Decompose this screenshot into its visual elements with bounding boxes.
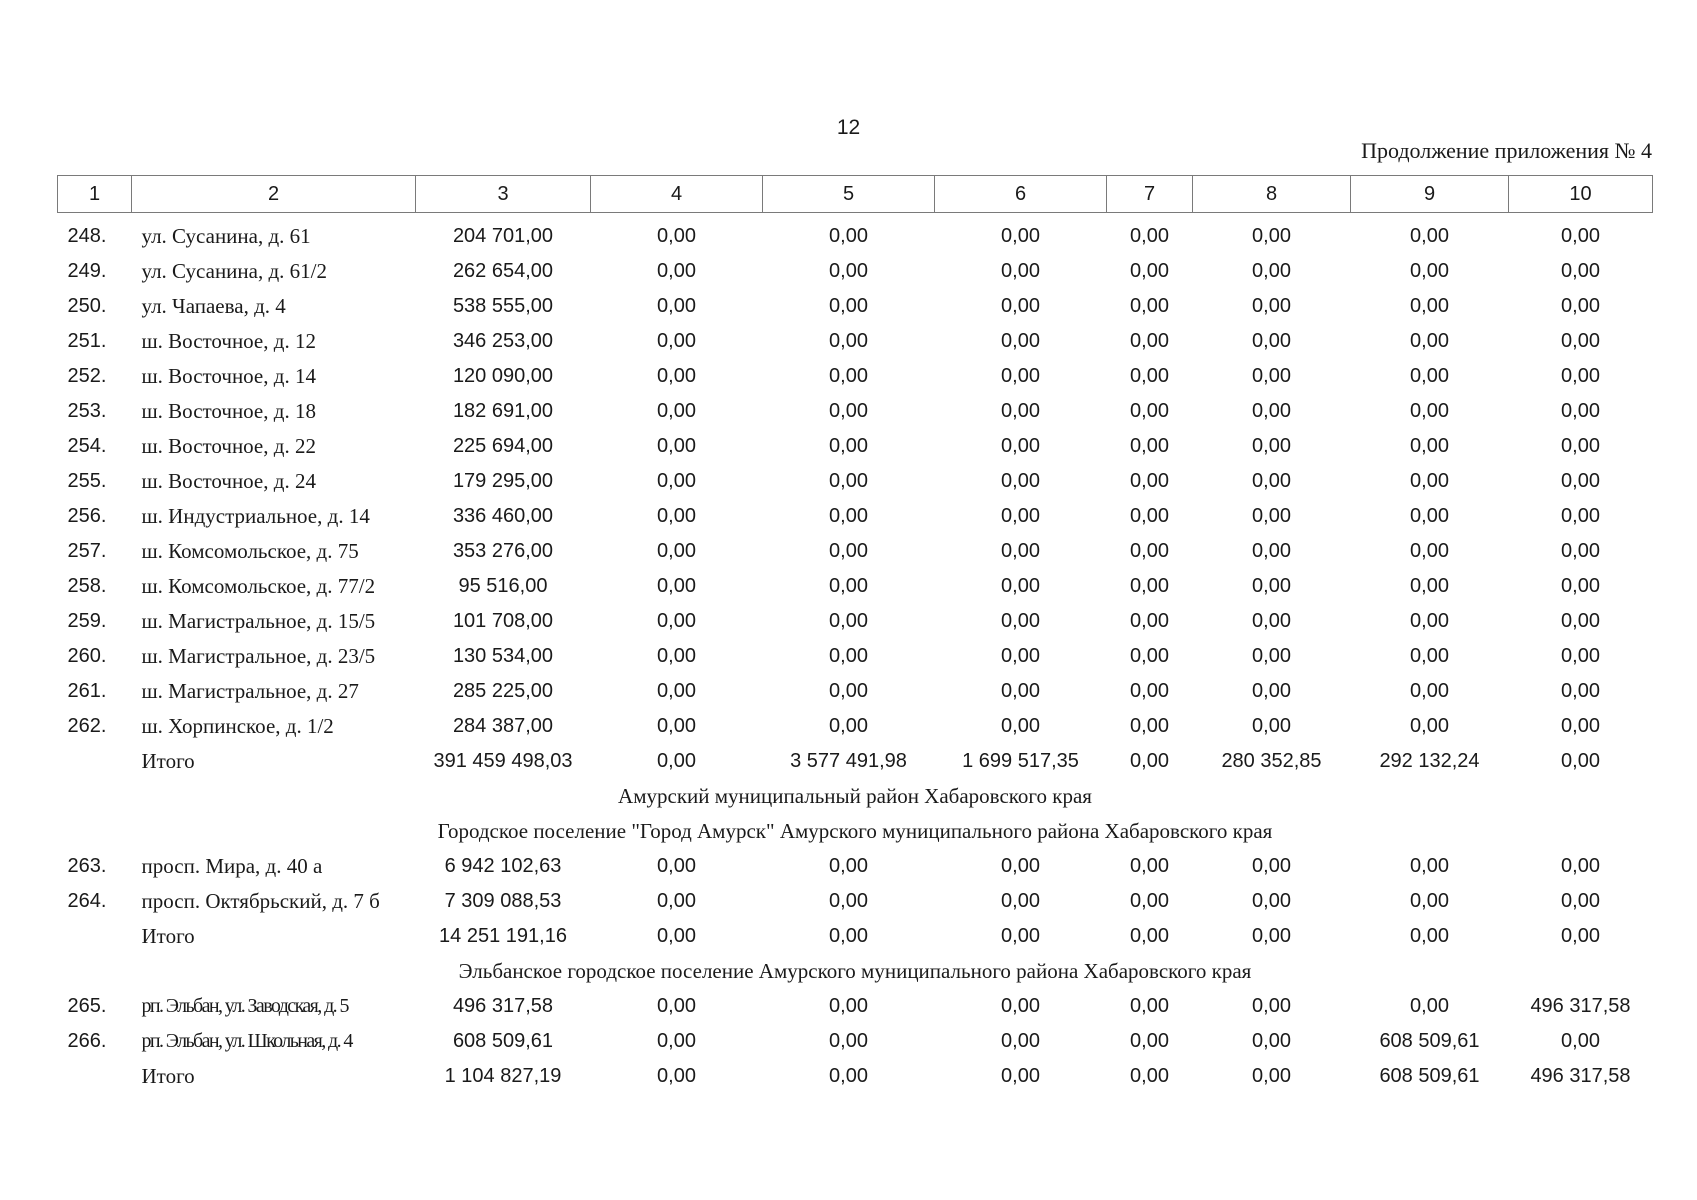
value-col-5: 0,00 — [829, 679, 868, 702]
value-col-6: 0,00 — [1001, 224, 1040, 247]
value-col-9: 0,00 — [1410, 644, 1449, 667]
value-col-6: 0,00 — [1001, 679, 1040, 702]
table-row — [58, 709, 1653, 744]
table-row — [58, 394, 1653, 429]
value-col-7: 0,00 — [1130, 364, 1169, 387]
value-col-7: 0,00 — [1130, 679, 1169, 702]
value-col-4: 0,00 — [657, 364, 696, 387]
address-cell: ш. Восточное, д. 14 — [141, 363, 316, 388]
value-col-8: 0,00 — [1252, 224, 1291, 247]
table-row — [58, 989, 1653, 1024]
address-cell: просп. Октябрьский, д. 7 б — [141, 888, 380, 913]
value-col-5: 0,00 — [829, 1064, 868, 1087]
value-col-7: 0,00 — [1130, 1029, 1169, 1052]
value-col-6: 0,00 — [1001, 259, 1040, 282]
value-col-3: 7 309 088,53 — [444, 889, 562, 912]
value-col-10: 0,00 — [1561, 854, 1600, 877]
address-cell: ш. Восточное, д. 18 — [141, 398, 316, 423]
row-number: 262. — [67, 714, 107, 737]
value-col-3: 285 225,00 — [452, 679, 554, 702]
row-number: 261. — [67, 679, 107, 702]
value-col-6: 0,00 — [1001, 504, 1040, 527]
row-number: 252. — [67, 364, 107, 387]
value-col-10: 0,00 — [1561, 749, 1600, 772]
value-col-4: 0,00 — [657, 224, 696, 247]
total-row — [58, 744, 1653, 779]
table-row — [58, 429, 1653, 464]
row-number: 259. — [67, 609, 107, 632]
value-col-9: 0,00 — [1410, 539, 1449, 562]
value-col-5: 0,00 — [829, 259, 868, 282]
value-col-10: 496 317,58 — [1530, 994, 1631, 1017]
address-cell: рп. Эльбан, ул. Заводская, д. 5 — [141, 994, 348, 1017]
continuation-caption: Продолжение приложения № 4 — [1361, 138, 1652, 163]
total-row — [58, 1059, 1653, 1094]
value-col-7: 0,00 — [1130, 539, 1169, 562]
value-col-5: 0,00 — [829, 399, 868, 422]
value-col-9: 0,00 — [1410, 434, 1449, 457]
value-col-7: 0,00 — [1130, 609, 1169, 632]
value-col-9: 292 132,24 — [1379, 749, 1480, 772]
value-col-6: 0,00 — [1001, 329, 1040, 352]
value-col-10: 0,00 — [1561, 539, 1600, 562]
value-col-10: 0,00 — [1561, 1029, 1600, 1052]
value-col-4: 0,00 — [657, 924, 696, 947]
address-cell: ш. Восточное, д. 24 — [141, 468, 316, 493]
value-col-4: 0,00 — [657, 714, 696, 737]
row-number: 260. — [67, 644, 107, 667]
value-col-7: 0,00 — [1130, 644, 1169, 667]
value-col-7: 0,00 — [1130, 469, 1169, 492]
value-col-5: 0,00 — [829, 434, 868, 457]
table-row — [58, 569, 1653, 604]
table-row — [58, 884, 1653, 919]
address-cell: ш. Восточное, д. 22 — [141, 433, 316, 458]
value-col-6: 0,00 — [1001, 889, 1040, 912]
value-col-7: 0,00 — [1130, 854, 1169, 877]
value-col-6: 0,00 — [1001, 714, 1040, 737]
address-cell: ш. Магистральное, д. 23/5 — [141, 643, 376, 668]
value-col-8: 0,00 — [1252, 539, 1291, 562]
value-col-7: 0,00 — [1130, 434, 1169, 457]
value-col-9: 0,00 — [1410, 504, 1449, 527]
value-col-10: 0,00 — [1561, 469, 1600, 492]
value-col-8: 0,00 — [1252, 364, 1291, 387]
value-col-6: 0,00 — [1001, 434, 1040, 457]
value-col-9: 0,00 — [1410, 294, 1449, 317]
row-number: 253. — [67, 399, 107, 422]
address-cell: рп. Эльбан, ул. Школьная, д. 4 — [141, 1029, 352, 1052]
row-number: 257. — [67, 539, 107, 562]
value-col-8: 0,00 — [1252, 994, 1291, 1017]
value-col-6: 0,00 — [1001, 1064, 1040, 1087]
row-number: 264. — [67, 889, 107, 912]
value-col-9: 0,00 — [1410, 574, 1449, 597]
section-heading: Эльбанское городское поселение Амурского муниципального района Хабаровского края — [458, 958, 1252, 983]
section-heading: Амурский муниципальный район Хабаровского края — [618, 783, 1092, 808]
value-col-9: 0,00 — [1410, 364, 1449, 387]
value-col-3: 6 942 102,63 — [444, 854, 562, 877]
column-header-7: 7 — [1107, 176, 1193, 213]
value-col-7: 0,00 — [1130, 224, 1169, 247]
value-col-5: 0,00 — [829, 364, 868, 387]
value-col-6: 0,00 — [1001, 924, 1040, 947]
value-col-8: 0,00 — [1252, 714, 1291, 737]
value-col-8: 0,00 — [1252, 469, 1291, 492]
value-col-10: 496 317,58 — [1530, 1064, 1631, 1087]
value-col-4: 0,00 — [657, 399, 696, 422]
value-col-4: 0,00 — [657, 889, 696, 912]
section-heading: Городское поселение "Город Амурск" Амурского муниципального района Хабаровского края — [437, 818, 1273, 843]
value-col-3: 179 295,00 — [452, 469, 554, 492]
value-col-4: 0,00 — [657, 539, 696, 562]
value-col-10: 0,00 — [1561, 504, 1600, 527]
value-col-9: 0,00 — [1410, 889, 1449, 912]
value-col-10: 0,00 — [1561, 434, 1600, 457]
row-number: 256. — [67, 504, 107, 527]
column-header-9: 9 — [1351, 176, 1509, 213]
row-number: 250. — [67, 294, 107, 317]
value-col-10: 0,00 — [1561, 399, 1600, 422]
value-col-7: 0,00 — [1130, 1064, 1169, 1087]
value-col-8: 0,00 — [1252, 1029, 1291, 1052]
value-col-5: 0,00 — [829, 539, 868, 562]
value-col-10: 0,00 — [1561, 679, 1600, 702]
value-col-4: 0,00 — [657, 854, 696, 877]
value-col-9: 608 509,61 — [1379, 1029, 1480, 1052]
value-col-3: 346 253,00 — [452, 329, 554, 352]
value-col-7: 0,00 — [1130, 924, 1169, 947]
value-col-5: 0,00 — [829, 504, 868, 527]
column-header-4: 4 — [591, 176, 763, 213]
value-col-3: 120 090,00 — [452, 364, 554, 387]
value-col-4: 0,00 — [657, 504, 696, 527]
value-col-10: 0,00 — [1561, 224, 1600, 247]
value-col-5: 3 577 491,98 — [790, 749, 907, 772]
header-row — [58, 176, 1653, 213]
value-col-3: 101 708,00 — [452, 609, 554, 632]
address-cell: ш. Магистральное, д. 15/5 — [141, 608, 376, 633]
row-number — [58, 1059, 132, 1094]
value-col-9: 0,00 — [1410, 399, 1449, 422]
row-number: 251. — [67, 329, 107, 352]
row-number: 254. — [67, 434, 107, 457]
row-number — [58, 919, 132, 954]
value-col-4: 0,00 — [657, 259, 696, 282]
value-col-6: 0,00 — [1001, 469, 1040, 492]
value-col-9: 0,00 — [1410, 469, 1449, 492]
value-col-3: 1 104 827,19 — [444, 1064, 562, 1087]
value-col-9: 0,00 — [1410, 994, 1449, 1017]
value-col-7: 0,00 — [1130, 574, 1169, 597]
row-number: 265. — [67, 994, 107, 1017]
section-heading-row — [58, 814, 1653, 849]
value-col-3: 284 387,00 — [452, 714, 554, 737]
address-cell: ш. Комсомольское, д. 77/2 — [141, 573, 376, 598]
value-col-8: 280 352,85 — [1221, 749, 1322, 772]
value-col-10: 0,00 — [1561, 294, 1600, 317]
table-row — [58, 534, 1653, 569]
value-col-10: 0,00 — [1561, 574, 1600, 597]
value-col-8: 0,00 — [1252, 399, 1291, 422]
value-col-4: 0,00 — [657, 1029, 696, 1052]
table-row — [58, 1024, 1653, 1059]
value-col-10: 0,00 — [1561, 259, 1600, 282]
row-number: 258. — [67, 574, 107, 597]
value-col-3: 225 694,00 — [452, 434, 554, 457]
value-col-10: 0,00 — [1561, 609, 1600, 632]
value-col-5: 0,00 — [829, 644, 868, 667]
value-col-8: 0,00 — [1252, 889, 1291, 912]
value-col-9: 0,00 — [1410, 329, 1449, 352]
value-col-8: 0,00 — [1252, 434, 1291, 457]
value-col-7: 0,00 — [1130, 994, 1169, 1017]
value-col-3: 14 251 191,16 — [439, 924, 567, 947]
section-heading-row — [58, 954, 1653, 989]
table-row — [58, 639, 1653, 674]
row-number: 248. — [67, 224, 107, 247]
value-col-6: 1 699 517,35 — [962, 749, 1079, 772]
value-col-6: 0,00 — [1001, 1029, 1040, 1052]
value-col-7: 0,00 — [1130, 749, 1169, 772]
address-cell: Итого — [141, 923, 195, 948]
table-row — [58, 604, 1653, 639]
value-col-10: 0,00 — [1561, 714, 1600, 737]
value-col-5: 0,00 — [829, 854, 868, 877]
value-col-4: 0,00 — [657, 434, 696, 457]
value-col-7: 0,00 — [1130, 294, 1169, 317]
value-col-9: 0,00 — [1410, 714, 1449, 737]
table-row — [58, 359, 1653, 394]
value-col-4: 0,00 — [657, 994, 696, 1017]
value-col-5: 0,00 — [829, 994, 868, 1017]
value-col-8: 0,00 — [1252, 329, 1291, 352]
value-col-7: 0,00 — [1130, 259, 1169, 282]
value-col-4: 0,00 — [657, 749, 696, 772]
row-number: 249. — [67, 259, 107, 282]
value-col-6: 0,00 — [1001, 854, 1040, 877]
value-col-10: 0,00 — [1561, 364, 1600, 387]
value-col-5: 0,00 — [829, 714, 868, 737]
value-col-3: 496 317,58 — [452, 994, 554, 1017]
value-col-4: 0,00 — [657, 469, 696, 492]
column-header-3: 3 — [416, 176, 591, 213]
value-col-9: 0,00 — [1410, 854, 1449, 877]
value-col-5: 0,00 — [829, 924, 868, 947]
value-col-10: 0,00 — [1561, 644, 1600, 667]
value-col-3: 538 555,00 — [452, 294, 554, 317]
value-col-10: 0,00 — [1561, 924, 1600, 947]
value-col-8: 0,00 — [1252, 259, 1291, 282]
table-row — [58, 499, 1653, 534]
column-header-6: 6 — [935, 176, 1107, 213]
value-col-5: 0,00 — [829, 609, 868, 632]
column-header-5: 5 — [763, 176, 935, 213]
value-col-6: 0,00 — [1001, 399, 1040, 422]
value-col-8: 0,00 — [1252, 924, 1291, 947]
address-cell: ш. Индустриальное, д. 14 — [141, 503, 370, 528]
value-col-8: 0,00 — [1252, 1064, 1291, 1087]
value-col-5: 0,00 — [829, 1029, 868, 1052]
value-col-4: 0,00 — [657, 329, 696, 352]
column-header-8: 8 — [1193, 176, 1351, 213]
table-row — [58, 254, 1653, 289]
value-col-3: 391 459 498,03 — [433, 749, 573, 772]
value-col-6: 0,00 — [1001, 994, 1040, 1017]
value-col-8: 0,00 — [1252, 504, 1291, 527]
value-col-9: 608 509,61 — [1379, 1064, 1480, 1087]
value-col-3: 353 276,00 — [452, 539, 554, 562]
address-cell: ш. Комсомольское, д. 75 — [141, 538, 359, 563]
value-col-10: 0,00 — [1561, 329, 1600, 352]
value-col-4: 0,00 — [657, 609, 696, 632]
address-cell: просп. Мира, д. 40 а — [141, 853, 323, 878]
value-col-7: 0,00 — [1130, 399, 1169, 422]
value-col-3: 608 509,61 — [452, 1029, 554, 1052]
table-body — [58, 213, 1653, 1094]
value-col-5: 0,00 — [829, 329, 868, 352]
value-col-3: 262 654,00 — [452, 259, 554, 282]
address-cell: ш. Восточное, д. 12 — [141, 328, 316, 353]
value-col-4: 0,00 — [657, 679, 696, 702]
value-col-3: 336 460,00 — [452, 504, 554, 527]
value-col-9: 0,00 — [1410, 679, 1449, 702]
address-cell: ул. Сусанина, д. 61/2 — [141, 258, 327, 283]
address-cell: Итого — [141, 1063, 195, 1088]
value-col-8: 0,00 — [1252, 294, 1291, 317]
total-row — [58, 919, 1653, 954]
section-heading-row — [58, 779, 1653, 814]
value-col-4: 0,00 — [657, 294, 696, 317]
appendix-table — [57, 175, 1653, 1094]
value-col-9: 0,00 — [1410, 224, 1449, 247]
value-col-8: 0,00 — [1252, 679, 1291, 702]
value-col-8: 0,00 — [1252, 609, 1291, 632]
table-row — [58, 324, 1653, 359]
value-col-6: 0,00 — [1001, 539, 1040, 562]
value-col-8: 0,00 — [1252, 644, 1291, 667]
table-row — [58, 289, 1653, 324]
value-col-6: 0,00 — [1001, 644, 1040, 667]
value-col-7: 0,00 — [1130, 504, 1169, 527]
value-col-9: 0,00 — [1410, 924, 1449, 947]
page-number: 12 — [836, 116, 861, 139]
column-header-10: 10 — [1509, 176, 1653, 213]
value-col-6: 0,00 — [1001, 609, 1040, 632]
value-col-5: 0,00 — [829, 294, 868, 317]
value-col-7: 0,00 — [1130, 714, 1169, 737]
value-col-4: 0,00 — [657, 644, 696, 667]
value-col-8: 0,00 — [1252, 854, 1291, 877]
value-col-3: 204 701,00 — [452, 224, 554, 247]
value-col-4: 0,00 — [657, 574, 696, 597]
column-header-2: 2 — [132, 176, 416, 213]
address-cell: ул. Чапаева, д. 4 — [141, 293, 286, 318]
column-header-1: 1 — [58, 176, 132, 213]
row-number: 255. — [67, 469, 107, 492]
address-cell: ул. Сусанина, д. 61 — [141, 223, 311, 248]
value-col-9: 0,00 — [1410, 259, 1449, 282]
value-col-6: 0,00 — [1001, 364, 1040, 387]
value-col-5: 0,00 — [829, 889, 868, 912]
value-col-7: 0,00 — [1130, 889, 1169, 912]
value-col-8: 0,00 — [1252, 574, 1291, 597]
value-col-3: 182 691,00 — [452, 399, 554, 422]
value-col-5: 0,00 — [829, 224, 868, 247]
row-number: 263. — [67, 854, 107, 877]
row-number — [58, 744, 132, 779]
row-number: 266. — [67, 1029, 107, 1052]
address-cell: ш. Магистральное, д. 27 — [141, 678, 359, 703]
table-row — [58, 219, 1653, 254]
table-row — [58, 674, 1653, 709]
value-col-7: 0,00 — [1130, 329, 1169, 352]
value-col-5: 0,00 — [829, 469, 868, 492]
value-col-10: 0,00 — [1561, 889, 1600, 912]
value-col-9: 0,00 — [1410, 609, 1449, 632]
value-col-4: 0,00 — [657, 1064, 696, 1087]
value-col-3: 95 516,00 — [458, 574, 548, 597]
value-col-6: 0,00 — [1001, 574, 1040, 597]
address-cell: ш. Хорпинское, д. 1/2 — [141, 713, 334, 738]
address-cell: Итого — [141, 748, 195, 773]
value-col-5: 0,00 — [829, 574, 868, 597]
table-row — [58, 464, 1653, 499]
value-col-6: 0,00 — [1001, 294, 1040, 317]
value-col-3: 130 534,00 — [452, 644, 554, 667]
table-row — [58, 849, 1653, 884]
